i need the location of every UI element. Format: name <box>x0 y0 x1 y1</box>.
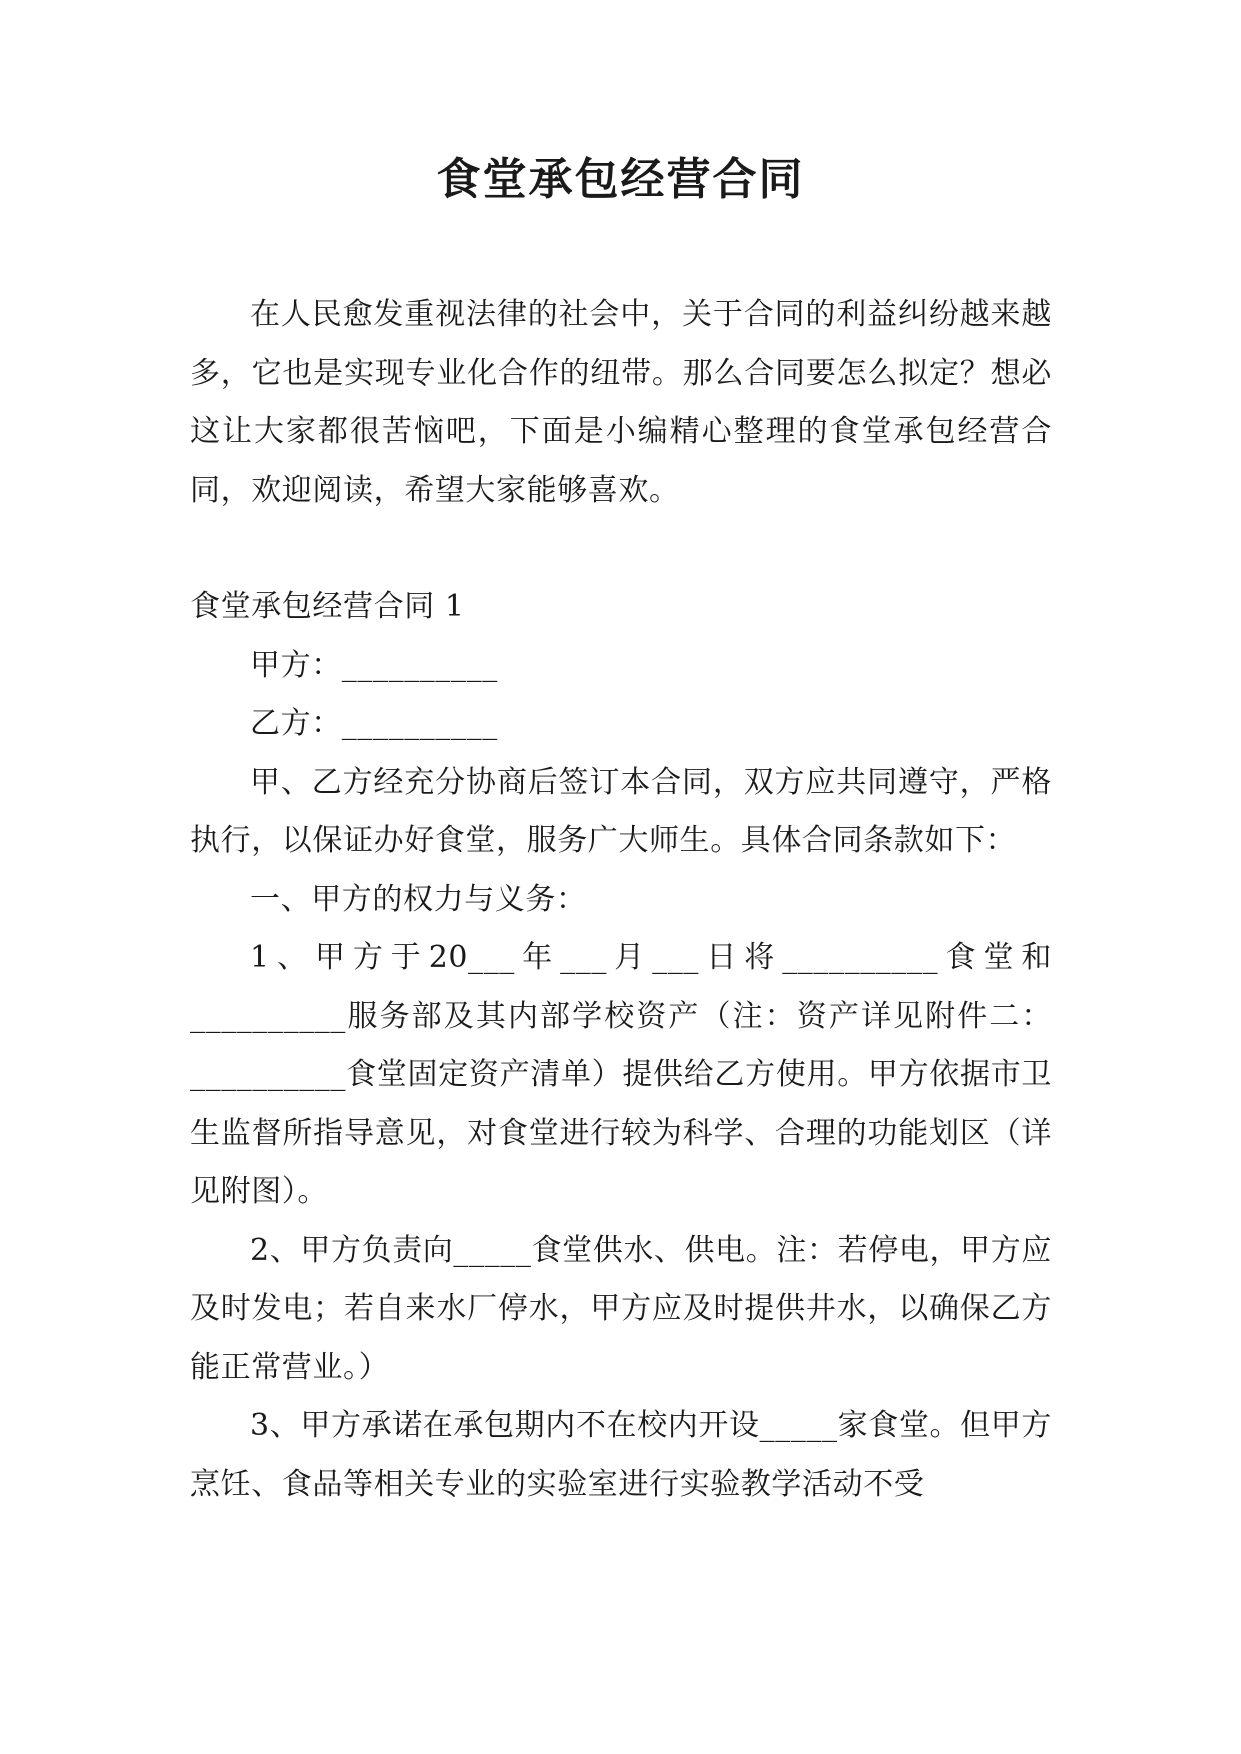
preamble-paragraph: 甲、乙方经充分协商后签订本合同，双方应共同遵守，严格执行，以保证办好食堂，服务广大师生。具体合同条款如下： <box>190 764 1052 858</box>
article-1-title: 一、甲方的权力与义务： <box>250 881 587 917</box>
intro-paragraph: 在人民愈发重视法律的社会中，关于合同的利益纠纷越来越多，它也是实现专业化合作的纽带。那么合同要怎么拟定？想必这让大家都很苦恼吧，下面是小编精心整理的食堂承包经营合同，欢迎阅读，希望大家能够喜欢。 <box>190 297 1052 508</box>
document-body <box>190 286 1052 1514</box>
clause-2-paragraph: 2、甲方负责向_____食堂供水、供电。注：若停电，甲方应及时发电；若自来水厂停水，甲方应及时提供井水，以确保乙方能正常营业。） <box>190 1232 1052 1385</box>
clause-3-paragraph: 3、甲方承诺在承包期内不在校内开设_____家食堂。但甲方烹饪、食品等相关专业的实验室进行实验教学活动不受 <box>190 1408 1052 1502</box>
section-heading: 食堂承包经营合同 1 <box>190 589 465 624</box>
paragraph-gap <box>190 520 1052 578</box>
party-a-line: 甲方：__________ <box>250 647 498 683</box>
clause-1-paragraph: 1、甲方于20___年___月___日将__________食堂和__________服务部及其内部学校资产（注：资产详见附件二：__________食堂固定资产清单）提供给乙方使用。甲方依据市卫生监督所指导意见，对食堂进行较为科学、合理的功能划区（详见附图）。 <box>190 940 1052 1209</box>
party-b-line: 乙方：__________ <box>250 706 498 741</box>
document-title: 食堂承包经营合同 <box>436 154 805 205</box>
